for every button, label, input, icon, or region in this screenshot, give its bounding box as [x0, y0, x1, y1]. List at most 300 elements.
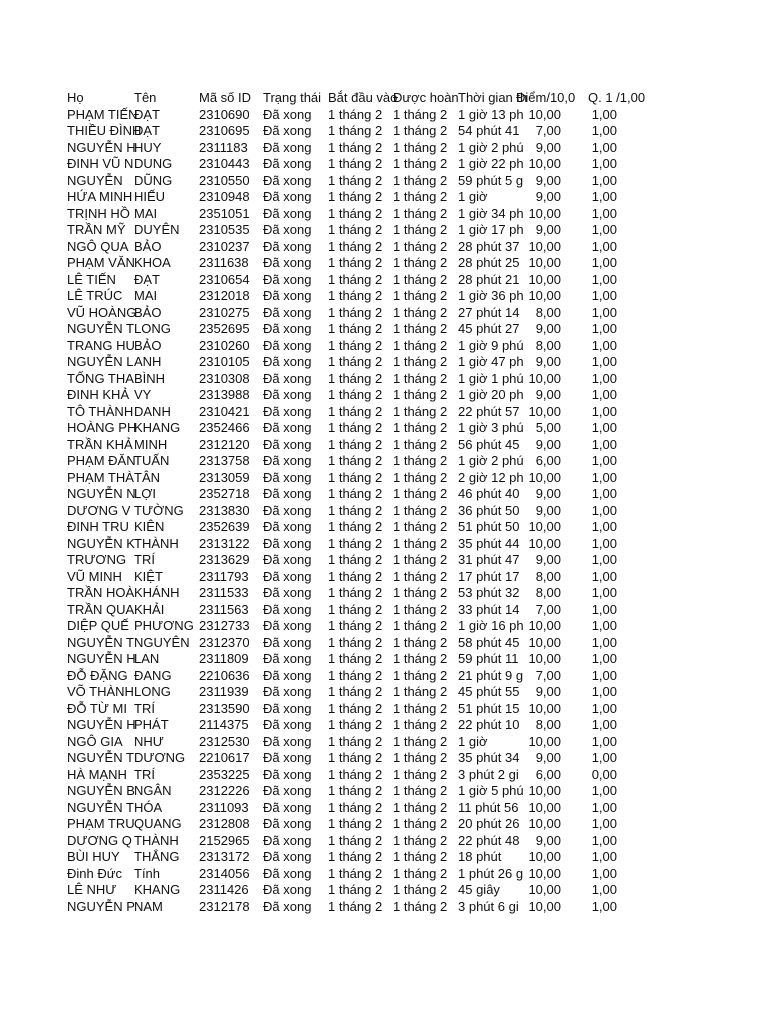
- cell-ma-so-id: 2310654: [199, 271, 250, 287]
- cell-diem: 9,00: [535, 354, 561, 369]
- cell-ho: HỨA MINH: [67, 189, 133, 204]
- cell-q1: 1,00: [591, 486, 617, 501]
- cell-ma-so-id: 2310260: [199, 337, 250, 353]
- cell-thoi-gian: 33 phút 14: [458, 601, 520, 617]
- cell-trang-thai: Đã xong: [263, 733, 312, 749]
- cell-ma-so-id: 2311183: [199, 139, 248, 155]
- cell-q1: 1,00: [591, 882, 617, 897]
- cell-q1: 1,00: [591, 832, 617, 848]
- cell-diem: 9,00: [535, 832, 561, 848]
- cell-thoi-gian: 1 giờ 13 ph: [458, 106, 524, 122]
- cell-bat-dau: 1 tháng 2: [328, 849, 383, 864]
- cell-bat-dau: 1 tháng 2: [328, 684, 383, 699]
- cell-bat-dau: 1 tháng 2: [328, 667, 383, 683]
- cell-hoan-thanh: 1 tháng 2: [393, 882, 448, 897]
- cell-bat-dau: 1 tháng 2: [328, 403, 383, 419]
- cell-ten: THÀNH: [134, 832, 179, 848]
- cell-q1: 1,00: [591, 271, 617, 287]
- cell-ho: VŨ MINH: [67, 568, 122, 584]
- cell-ten: MAI: [134, 205, 158, 221]
- cell-ho: ĐỖ ĐẶNG: [67, 667, 128, 683]
- cell-ho: TRẦN QUA: [67, 601, 135, 617]
- cell-q1: 0,00: [591, 766, 617, 782]
- cell-ma-so-id: 2312530: [199, 733, 250, 749]
- cell-ma-so-id: 2310105: [199, 354, 250, 369]
- cell-ho: PHẠM VĂN: [67, 255, 135, 270]
- cell-hoan-thanh: 1 tháng 2: [393, 238, 448, 254]
- cell-trang-thai: Đã xong: [263, 832, 312, 848]
- cell-diem: 10,00: [528, 370, 561, 386]
- cell-ho: PHẠM THÀ: [67, 469, 134, 485]
- cell-trang-thai: Đã xong: [263, 799, 312, 815]
- cell-bat-dau: 1 tháng 2: [328, 865, 383, 881]
- cell-ma-so-id: 2312018: [199, 288, 250, 303]
- cell-hoan-thanh: 1 tháng 2: [393, 288, 448, 303]
- cell-thoi-gian: 1 giờ 2 phú: [458, 453, 524, 468]
- cell-trang-thai: Đã xong: [263, 420, 312, 435]
- cell-ma-so-id: 2310948: [199, 189, 250, 204]
- cell-ho: NGUYỄN T: [67, 750, 134, 765]
- cell-hoan-thanh: 1 tháng 2: [393, 535, 448, 551]
- cell-bat-dau: 1 tháng 2: [328, 123, 383, 138]
- cell-hoan-thanh: 1 tháng 2: [393, 106, 448, 122]
- cell-ho: NGÔ GIA: [67, 733, 123, 749]
- cell-trang-thai: Đã xong: [263, 370, 312, 386]
- cell-thoi-gian: 27 phút 14: [458, 304, 520, 320]
- cell-ten: BẢO: [134, 337, 162, 353]
- cell-diem: 10,00: [528, 865, 561, 881]
- cell-thoi-gian: 1 giờ 9 phú: [458, 337, 524, 353]
- cell-thoi-gian: 45 giây: [458, 882, 500, 897]
- cell-bat-dau: 1 tháng 2: [328, 255, 383, 270]
- cell-diem: 10,00: [528, 535, 561, 551]
- cell-bat-dau: 1 tháng 2: [328, 436, 383, 452]
- cell-bat-dau: 1 tháng 2: [328, 172, 383, 188]
- cell-trang-thai: Đã xong: [263, 634, 312, 650]
- cell-ho: NGUYỄN H: [67, 717, 136, 732]
- cell-ho: PHẠM ĐĂN: [67, 453, 136, 468]
- cell-thoi-gian: 22 phút 48: [458, 832, 520, 848]
- cell-ho: NGUYỄN T: [67, 321, 134, 336]
- cell-diem: 8,00: [535, 304, 561, 320]
- header-trang-thai: Trạng thái: [263, 90, 322, 105]
- cell-thoi-gian: 1 phút 26 g: [458, 865, 524, 881]
- cell-ten: DUNG: [134, 156, 173, 171]
- cell-ten: LONG: [134, 684, 171, 699]
- cell-hoan-thanh: 1 tháng 2: [393, 337, 448, 353]
- cell-hoan-thanh: 1 tháng 2: [393, 717, 448, 732]
- cell-q1: 1,00: [591, 568, 617, 584]
- cell-hoan-thanh: 1 tháng 2: [393, 255, 448, 270]
- header-bat-dau: Bắt đầu vào: [328, 90, 398, 105]
- cell-q1: 1,00: [591, 865, 617, 881]
- cell-bat-dau: 1 tháng 2: [328, 238, 383, 254]
- cell-ten: ANH: [134, 354, 162, 369]
- cell-ma-so-id: 2313590: [199, 700, 250, 716]
- cell-ma-so-id: 2114375: [199, 717, 249, 732]
- header-hoan-thanh: Được hoàn: [393, 90, 459, 105]
- cell-ho: BÙI HUY: [67, 849, 120, 864]
- cell-thoi-gian: 1 giờ 34 ph: [458, 205, 524, 221]
- cell-diem: 10,00: [528, 403, 561, 419]
- cell-ten: BẢO: [134, 304, 162, 320]
- cell-hoan-thanh: 1 tháng 2: [393, 816, 448, 831]
- cell-hoan-thanh: 1 tháng 2: [393, 123, 448, 138]
- cell-q1: 1,00: [591, 634, 617, 650]
- cell-ma-so-id: 2311793: [199, 568, 249, 584]
- cell-ten: ĐẠT: [134, 271, 160, 287]
- cell-q1: 1,00: [591, 750, 617, 765]
- cell-q1: 1,00: [591, 535, 617, 551]
- cell-diem: 8,00: [535, 585, 561, 600]
- cell-trang-thai: Đã xong: [263, 535, 312, 551]
- cell-trang-thai: Đã xong: [263, 519, 312, 534]
- cell-ten: DANH: [134, 403, 171, 419]
- cell-q1: 1,00: [591, 519, 617, 534]
- cell-ma-so-id: 2311638: [199, 255, 249, 270]
- cell-bat-dau: 1 tháng 2: [328, 420, 383, 435]
- cell-trang-thai: Đã xong: [263, 304, 312, 320]
- cell-ten: QUANG: [134, 816, 182, 831]
- cell-ten: THÀNH: [134, 535, 179, 551]
- cell-hoan-thanh: 1 tháng 2: [393, 403, 448, 419]
- cell-hoan-thanh: 1 tháng 2: [393, 684, 448, 699]
- cell-hoan-thanh: 1 tháng 2: [393, 387, 448, 402]
- cell-trang-thai: Đã xong: [263, 271, 312, 287]
- cell-ma-so-id: 2311563: [199, 601, 249, 617]
- cell-ho: TÔ THÀNH: [67, 403, 134, 419]
- cell-ho: HOÀNG PH: [67, 420, 137, 435]
- cell-diem: 8,00: [535, 337, 561, 353]
- cell-bat-dau: 1 tháng 2: [328, 304, 383, 320]
- cell-hoan-thanh: 1 tháng 2: [393, 271, 448, 287]
- cell-q1: 1,00: [591, 420, 617, 435]
- cell-ten: KHÁNH: [134, 585, 180, 600]
- cell-hoan-thanh: 1 tháng 2: [393, 783, 448, 798]
- cell-trang-thai: Đã xong: [263, 766, 312, 782]
- cell-hoan-thanh: 1 tháng 2: [393, 502, 448, 518]
- cell-ten: VY: [134, 387, 152, 402]
- cell-bat-dau: 1 tháng 2: [328, 106, 383, 122]
- cell-thoi-gian: 35 phút 34: [458, 750, 520, 765]
- cell-diem: 6,00: [535, 453, 561, 468]
- cell-thoi-gian: 59 phút 11: [458, 651, 519, 666]
- cell-hoan-thanh: 1 tháng 2: [393, 436, 448, 452]
- cell-ten: Tính: [134, 865, 161, 881]
- cell-ma-so-id: 2310535: [199, 222, 250, 237]
- cell-ten: DƯƠNG: [134, 750, 186, 765]
- cell-ma-so-id: 2310550: [199, 172, 250, 188]
- cell-thoi-gian: 51 phút 15: [458, 700, 520, 716]
- cell-hoan-thanh: 1 tháng 2: [393, 139, 448, 155]
- header-ho: Họ: [67, 90, 84, 105]
- cell-hoan-thanh: 1 tháng 2: [393, 799, 448, 815]
- cell-ten: TRÍ: [134, 700, 155, 716]
- cell-trang-thai: Đã xong: [263, 156, 312, 171]
- cell-ho: NGUYỄN T: [67, 799, 134, 815]
- cell-thoi-gian: 1 giờ 22 ph: [458, 156, 524, 171]
- cell-hoan-thanh: 1 tháng 2: [393, 469, 448, 485]
- cell-q1: 1,00: [591, 700, 617, 716]
- cell-ho: NGUYỄN P: [67, 898, 135, 914]
- cell-ten: HÓA: [134, 799, 163, 815]
- cell-diem: 10,00: [528, 156, 561, 171]
- cell-trang-thai: Đã xong: [263, 387, 312, 402]
- cell-trang-thai: Đã xong: [263, 667, 312, 683]
- cell-q1: 1,00: [591, 370, 617, 386]
- cell-ho: VÕ THÀNH: [67, 684, 134, 699]
- cell-trang-thai: Đã xong: [263, 288, 312, 303]
- cell-hoan-thanh: 1 tháng 2: [393, 189, 448, 204]
- cell-diem: 7,00: [535, 601, 561, 617]
- cell-ho: PHẠM TRU: [67, 816, 135, 831]
- cell-trang-thai: Đã xong: [263, 816, 312, 831]
- cell-diem: 6,00: [535, 766, 561, 782]
- cell-hoan-thanh: 1 tháng 2: [393, 898, 448, 914]
- cell-thoi-gian: 28 phút 21: [458, 271, 520, 287]
- cell-trang-thai: Đã xong: [263, 139, 312, 155]
- cell-q1: 1,00: [591, 849, 617, 864]
- cell-bat-dau: 1 tháng 2: [328, 139, 383, 155]
- cell-q1: 1,00: [591, 403, 617, 419]
- cell-ho: NGUYỄN: [67, 172, 123, 188]
- cell-bat-dau: 1 tháng 2: [328, 552, 383, 567]
- cell-diem: 10,00: [528, 205, 561, 221]
- cell-ho: ĐỖ TỪ MI: [67, 700, 127, 716]
- cell-ten: PHƯƠNG: [134, 618, 194, 633]
- header-q1: Q. 1 /1,00: [588, 90, 646, 105]
- cell-bat-dau: 1 tháng 2: [328, 387, 383, 402]
- cell-ten: DŨNG: [134, 172, 173, 188]
- cell-trang-thai: Đã xong: [263, 172, 312, 188]
- cell-bat-dau: 1 tháng 2: [328, 750, 383, 765]
- cell-diem: 8,00: [535, 568, 561, 584]
- cell-ho: PHẠM TIẾN: [67, 106, 138, 122]
- cell-ten: LAN: [134, 651, 160, 666]
- cell-thoi-gian: 1 giờ 2 phú: [458, 139, 524, 155]
- cell-bat-dau: 1 tháng 2: [328, 370, 383, 386]
- cell-ten: NGUYÊN: [134, 634, 190, 650]
- cell-q1: 1,00: [591, 106, 617, 122]
- cell-trang-thai: Đã xong: [263, 585, 312, 600]
- cell-ma-so-id: 2313758: [199, 453, 250, 468]
- cell-ma-so-id: 2313988: [199, 387, 250, 402]
- cell-q1: 1,00: [591, 618, 617, 633]
- cell-ma-so-id: 2311533: [199, 585, 249, 600]
- cell-ten: BẢO: [134, 238, 162, 254]
- cell-hoan-thanh: 1 tháng 2: [393, 453, 448, 468]
- cell-q1: 1,00: [591, 156, 617, 171]
- cell-hoan-thanh: 1 tháng 2: [393, 354, 448, 369]
- cell-trang-thai: Đã xong: [263, 354, 312, 369]
- cell-trang-thai: Đã xong: [263, 618, 312, 633]
- cell-thoi-gian: 59 phút 5 g: [458, 172, 524, 188]
- cell-q1: 1,00: [591, 288, 617, 303]
- cell-thoi-gian: 35 phút 44: [458, 535, 520, 551]
- cell-ten: TƯỜNG: [134, 502, 184, 518]
- cell-bat-dau: 1 tháng 2: [328, 634, 383, 650]
- cell-q1: 1,00: [591, 453, 617, 468]
- cell-diem: 10,00: [528, 816, 561, 831]
- cell-thoi-gian: 1 giờ: [458, 733, 488, 749]
- cell-ma-so-id: 2352695: [199, 321, 250, 336]
- cell-diem: 9,00: [535, 321, 561, 336]
- cell-q1: 1,00: [591, 651, 617, 666]
- cell-ma-so-id: 2313172: [199, 849, 250, 864]
- cell-trang-thai: Đã xong: [263, 568, 312, 584]
- cell-thoi-gian: 28 phút 37: [458, 238, 520, 254]
- cell-thoi-gian: 54 phút 41: [458, 123, 520, 138]
- cell-bat-dau: 1 tháng 2: [328, 469, 383, 485]
- cell-hoan-thanh: 1 tháng 2: [393, 304, 448, 320]
- cell-ma-so-id: 2310308: [199, 370, 250, 386]
- cell-bat-dau: 1 tháng 2: [328, 717, 383, 732]
- header-ma-so-id: Mã số ID: [199, 90, 252, 105]
- cell-q1: 1,00: [591, 667, 617, 683]
- cell-thoi-gian: 1 giờ 1 phú: [458, 370, 524, 386]
- cell-bat-dau: 1 tháng 2: [328, 222, 383, 237]
- cell-diem: 9,00: [535, 189, 561, 204]
- cell-bat-dau: 1 tháng 2: [328, 601, 383, 617]
- cell-bat-dau: 1 tháng 2: [328, 519, 383, 534]
- cell-q1: 1,00: [591, 123, 617, 138]
- cell-ten: TUẤN: [134, 453, 170, 468]
- cell-q1: 1,00: [591, 717, 617, 732]
- cell-q1: 1,00: [591, 816, 617, 831]
- cell-ho: HÀ MẠNH: [67, 766, 127, 782]
- cell-trang-thai: Đã xong: [263, 189, 312, 204]
- cell-thoi-gian: 1 giờ: [458, 189, 488, 204]
- cell-bat-dau: 1 tháng 2: [328, 733, 383, 749]
- cell-bat-dau: 1 tháng 2: [328, 882, 383, 897]
- cell-hoan-thanh: 1 tháng 2: [393, 601, 448, 617]
- cell-thoi-gian: 1 giờ 5 phú: [458, 783, 524, 798]
- cell-ten: NAM: [134, 898, 163, 914]
- cell-thoi-gian: 1 giờ 3 phú: [458, 420, 524, 435]
- cell-diem: 10,00: [528, 634, 561, 650]
- cell-ho: NGUYỄN H: [67, 139, 136, 155]
- cell-ma-so-id: 2310690: [199, 106, 250, 122]
- cell-thoi-gian: 3 phút 2 gi: [458, 766, 519, 782]
- cell-diem: 10,00: [528, 519, 561, 534]
- cell-q1: 1,00: [591, 601, 617, 617]
- cell-bat-dau: 1 tháng 2: [328, 700, 383, 716]
- header-ten: Tên: [134, 90, 157, 105]
- cell-ma-so-id: 2311809: [199, 651, 249, 666]
- cell-bat-dau: 1 tháng 2: [328, 205, 383, 221]
- cell-trang-thai: Đã xong: [263, 552, 312, 567]
- cell-ho: DƯƠNG V: [67, 502, 131, 518]
- cell-q1: 1,00: [591, 783, 617, 798]
- cell-ten: KHẢI: [134, 601, 165, 617]
- cell-q1: 1,00: [591, 337, 617, 353]
- cell-trang-thai: Đã xong: [263, 717, 312, 732]
- cell-trang-thai: Đã xong: [263, 238, 312, 254]
- cell-thoi-gian: 21 phút 9 g: [458, 667, 524, 683]
- cell-diem: 9,00: [535, 172, 561, 188]
- cell-trang-thai: Đã xong: [263, 453, 312, 468]
- cell-diem: 9,00: [535, 552, 561, 567]
- cell-q1: 1,00: [591, 238, 617, 254]
- cell-ten: KIỆT: [134, 568, 163, 584]
- cell-thoi-gian: 20 phút 26: [458, 816, 520, 831]
- cell-trang-thai: Đã xong: [263, 486, 312, 501]
- cell-ma-so-id: 2313830: [199, 502, 250, 518]
- cell-ho: LÊ TRÚC: [67, 288, 123, 303]
- cell-ten: MINH: [134, 436, 168, 452]
- cell-ma-so-id: 2312370: [199, 634, 250, 650]
- cell-bat-dau: 1 tháng 2: [328, 502, 383, 518]
- cell-ten: KHANG: [134, 420, 181, 435]
- cell-bat-dau: 1 tháng 2: [328, 618, 383, 633]
- cell-hoan-thanh: 1 tháng 2: [393, 420, 448, 435]
- cell-diem: 10,00: [528, 898, 561, 914]
- cell-hoan-thanh: 1 tháng 2: [393, 568, 448, 584]
- cell-ma-so-id: 2314056: [199, 865, 250, 881]
- cell-diem: 9,00: [535, 139, 561, 155]
- cell-ma-so-id: 2311939: [199, 684, 249, 699]
- cell-diem: 9,00: [535, 387, 561, 402]
- cell-q1: 1,00: [591, 139, 617, 155]
- cell-thoi-gian: 1 giờ 47 ph: [458, 354, 524, 369]
- cell-ma-so-id: 2310275: [199, 304, 250, 320]
- cell-trang-thai: Đã xong: [263, 601, 312, 617]
- cell-trang-thai: Đã xong: [263, 403, 312, 419]
- cell-ma-so-id: 2313059: [199, 469, 250, 485]
- cell-bat-dau: 1 tháng 2: [328, 799, 383, 815]
- cell-q1: 1,00: [591, 898, 617, 914]
- cell-ma-so-id: 2312808: [199, 816, 250, 831]
- cell-bat-dau: 1 tháng 2: [328, 337, 383, 353]
- cell-bat-dau: 1 tháng 2: [328, 189, 383, 204]
- cell-ten: THẮNG: [134, 849, 180, 864]
- cell-ho: NGUYỄN H: [67, 651, 136, 666]
- cell-diem: 8,00: [535, 717, 561, 732]
- cell-hoan-thanh: 1 tháng 2: [393, 634, 448, 650]
- cell-trang-thai: Đã xong: [263, 123, 312, 138]
- cell-bat-dau: 1 tháng 2: [328, 783, 383, 798]
- cell-hoan-thanh: 1 tháng 2: [393, 766, 448, 782]
- cell-bat-dau: 1 tháng 2: [328, 156, 383, 171]
- cell-ho: NGUYỄN T: [67, 634, 134, 650]
- header-diem: Điểm/10,0: [516, 90, 576, 105]
- cell-ho: TỐNG THA: [67, 370, 134, 386]
- cell-ma-so-id: 2352718: [199, 486, 250, 501]
- cell-thoi-gian: 53 phút 32: [458, 585, 520, 600]
- cell-ten: TRÍ: [134, 552, 155, 567]
- cell-trang-thai: Đã xong: [263, 651, 312, 666]
- cell-diem: 10,00: [528, 238, 561, 254]
- cell-hoan-thanh: 1 tháng 2: [393, 321, 448, 336]
- cell-bat-dau: 1 tháng 2: [328, 568, 383, 584]
- cell-thoi-gian: 3 phút 6 gi: [458, 898, 519, 914]
- cell-trang-thai: Đã xong: [263, 684, 312, 699]
- cell-ten: KHOA: [134, 255, 171, 270]
- cell-ho: TRẦN MỸ: [67, 222, 126, 237]
- cell-thoi-gian: 58 phút 45: [458, 634, 520, 650]
- cell-diem: 10,00: [528, 700, 561, 716]
- cell-diem: 5,00: [535, 420, 561, 435]
- cell-bat-dau: 1 tháng 2: [328, 816, 383, 831]
- cell-thoi-gian: 36 phút 50: [458, 502, 520, 518]
- cell-ho: DƯƠNG Q: [67, 832, 132, 848]
- cell-trang-thai: Đã xong: [263, 222, 312, 237]
- cell-ma-so-id: 2310695: [199, 123, 250, 138]
- cell-diem: 10,00: [528, 288, 561, 303]
- cell-hoan-thanh: 1 tháng 2: [393, 222, 448, 237]
- cell-hoan-thanh: 1 tháng 2: [393, 172, 448, 188]
- cell-hoan-thanh: 1 tháng 2: [393, 585, 448, 600]
